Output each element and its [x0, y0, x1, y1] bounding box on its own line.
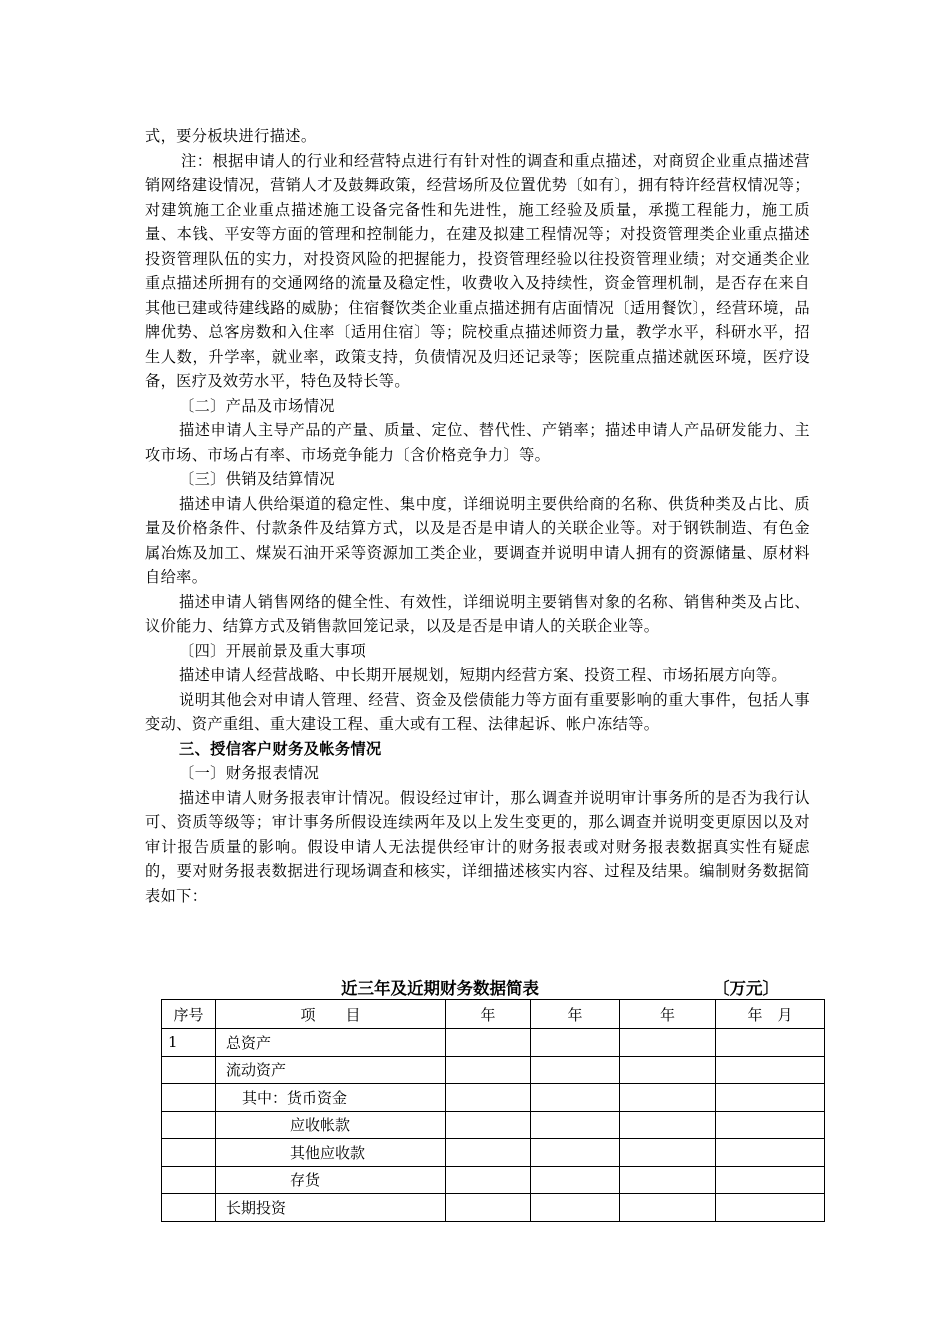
cell-empty: [715, 1166, 824, 1194]
row-no: [162, 1194, 216, 1222]
paragraph-products-market: 描述申请人主导产品的产量、质量、定位、替代性、产销率；描述申请人产品研发能力、主攻市场、市场占有率、市场竞争能力〔含价格竞争力〕等。: [145, 421, 810, 464]
heading-supply-settlement: 〔三〕供销及结算情况: [179, 470, 335, 488]
cell-empty: [530, 1139, 619, 1167]
row-item: 长期投资: [215, 1194, 445, 1222]
cell-empty: [715, 1084, 824, 1112]
section-heading-financial: 三、授信客户财务及帐务情况: [179, 739, 382, 758]
cell-empty: [446, 1111, 531, 1139]
paragraph-prospects: 描述申请人经营战略、中长期开展规划，短期内经营方案、投资工程、市场拓展方向等。: [179, 666, 787, 684]
row-item: 总资产: [215, 1029, 445, 1057]
row-no: [162, 1139, 216, 1167]
cell-empty: [715, 1029, 824, 1057]
paragraph-major-events: 说明其他会对申请人管理、经营、资金及偿债能力等方面有重要影响的重大事件，包括人事变动、资产重组、重大建设工程、重大或有工程、法律起诉、帐户冻结等。: [145, 690, 810, 733]
heading-products-market: 〔二〕产品及市场情况: [179, 396, 335, 415]
cell-empty: [446, 1166, 531, 1194]
cell-empty: [620, 1139, 716, 1167]
cell-empty: [715, 1056, 824, 1084]
paragraph-financial-statements: 描述申请人财务报表审计情况。假设经过审计，那么调查并说明审计事务所的是否为我行认可、资质等级等；审计事务所假设连续两年及以上发生变更的，那么调查并说明变更原因以及对审计报告质量的影响。假设申请人无法提供经审计的财务报表或对财务报表数据真实性有疑虑的，要对财务报表数据进行现场调查和核实，详细描述核实内容、过程及结果。编制财务数据简表如下：: [145, 788, 810, 905]
cell-empty: [530, 1194, 619, 1222]
table-row: [162, 1194, 825, 1222]
row-no: 1: [162, 1029, 216, 1057]
table-row: [162, 1139, 825, 1167]
table-title: 近三年及近期财务数据简表: [341, 979, 539, 998]
row-item: 存货: [215, 1166, 445, 1194]
cell-empty: [620, 1084, 716, 1112]
cell-empty: [530, 1056, 619, 1084]
header-year-3: 年: [620, 1000, 716, 1029]
table-row: [162, 1056, 825, 1084]
heading-prospects: 〔四〕开展前景及重大事项: [179, 641, 367, 660]
table-row: [162, 1084, 825, 1112]
paragraph-sales: 描述申请人销售网络的健全性、有效性，详细说明主要销售对象的名称、销售种类及占比、议价能力、结算方式及销售款回笼记录，以及是否是申请人的关联企业等。: [145, 592, 810, 635]
paragraph-intro: 式，要分板块进行描述。: [145, 127, 317, 145]
row-no: [162, 1056, 216, 1084]
header-item: 项 目: [215, 1000, 445, 1029]
row-no: [162, 1111, 216, 1139]
row-item: 其中：货币资金: [215, 1084, 445, 1112]
cell-empty: [530, 1084, 619, 1112]
cell-empty: [715, 1194, 824, 1222]
header-no: 序号: [162, 1000, 216, 1029]
table-row: [162, 1111, 825, 1139]
row-no: [162, 1084, 216, 1112]
row-item: 流动资产: [215, 1056, 445, 1084]
cell-empty: [446, 1194, 531, 1222]
heading-financial-statements: 〔一〕财务报表情况: [179, 764, 320, 782]
cell-empty: [620, 1166, 716, 1194]
cell-empty: [530, 1166, 619, 1194]
row-item: 应收帐款: [215, 1111, 445, 1139]
header-year-2: 年: [530, 1000, 619, 1029]
table-caption: [145, 975, 810, 997]
paragraph-supply: 描述申请人供给渠道的稳定性、集中度，详细说明主要供给商的名称、供货种类及占比、质量及价格条件、付款条件及结算方式，以及是否是申请人的关联企业等。对于钢铁制造、有色金属冶炼及加工、煤炭石油开采等资源加工类企业，要调查并说明申请人拥有的资源储量、原材料自给率。: [145, 494, 810, 586]
table-row: [162, 1029, 825, 1057]
cell-empty: [620, 1029, 716, 1057]
table-unit: 〔万元〕: [713, 979, 779, 998]
header-recent: 年 月: [715, 1000, 824, 1029]
cell-empty: [620, 1111, 716, 1139]
row-no: [162, 1166, 216, 1194]
cell-empty: [446, 1084, 531, 1112]
cell-empty: [446, 1139, 531, 1167]
cell-empty: [715, 1111, 824, 1139]
cell-empty: [530, 1029, 619, 1057]
paragraph-note: 注：根据申请人的行业和经营特点进行有针对性的调查和重点描述，对商贸企业重点描述营销网络建设情况，营销人才及鼓舞政策，经营场所及位置优势〔如有〕，拥有特许经营权情况等；对建筑施工企业重点描述施工设备完备性和先进性，施工经验及质量，承揽工程能力，施工质量、本钱、平安等方面的管理和控制能力，在建及拟建工程情况等；对投资管理类企业重点描述投资管理队伍的实力，对投资风险的把握能力，投资管理经验以往投资管理业绩；对交通类企业重点描述所拥有的交通网络的流量及稳定性，收费收入及持续性，资金管理机制，是否存在来自其他已建或待建线路的威胁；住宿餐饮类企业重点描述拥有店面情况〔适用餐饮〕，经营环境，品牌优势、总客房数和入住率〔适用住宿〕等；院校重点描述师资力量，教学水平，科研水平，招生人数，升学率，就业率，政策支持，负债情况及归还记录等；医院重点描述就医环境，医疗设备，医疗及效劳水平，特色及特长等。: [145, 151, 810, 390]
table-row: [162, 1166, 825, 1194]
document-page: [145, 124, 810, 1217]
financial-data-table: [161, 999, 825, 1222]
cell-empty: [715, 1139, 824, 1167]
cell-empty: [620, 1194, 716, 1222]
row-item: 其他应收款: [215, 1139, 445, 1167]
cell-empty: [446, 1029, 531, 1057]
cell-empty: [530, 1111, 619, 1139]
cell-empty: [446, 1056, 531, 1084]
table-header-row: [162, 1000, 825, 1029]
cell-empty: [620, 1056, 716, 1084]
header-year-1: 年: [446, 1000, 531, 1029]
